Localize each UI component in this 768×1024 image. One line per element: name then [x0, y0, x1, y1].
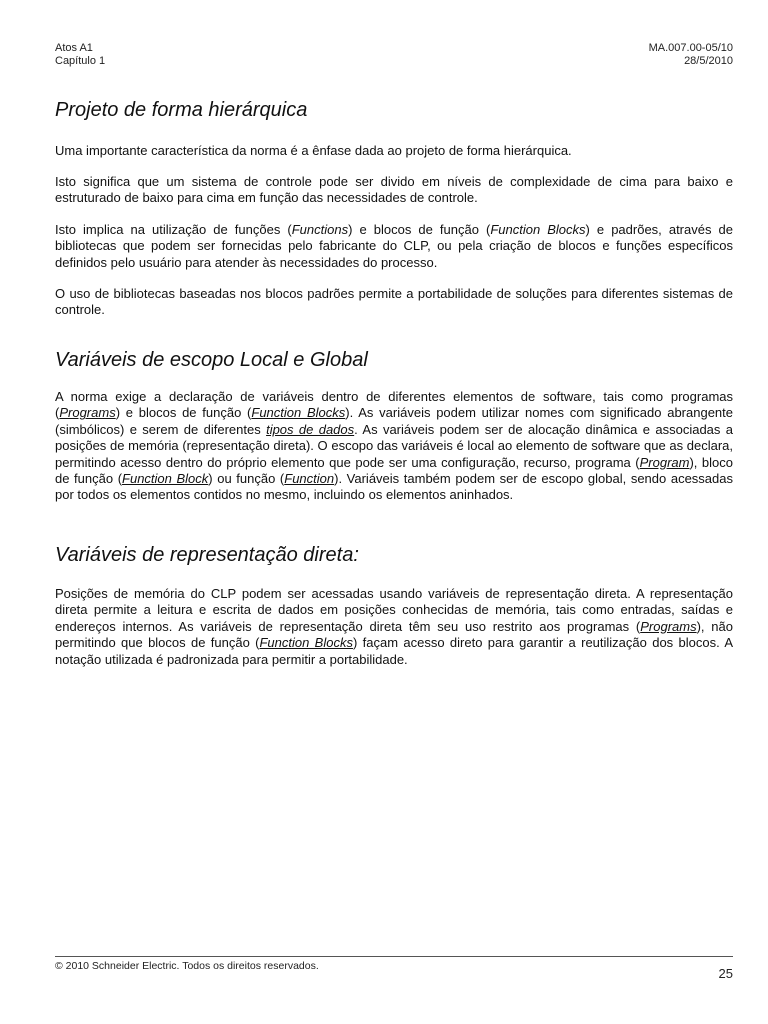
text-run: ). As variáveis podem utilizar nomes com significado abrangente (simbólicos) e serem de diferentes	[55, 405, 734, 437]
text-run: ), não permitindo que blocos de função (	[55, 618, 733, 651]
page-number: 25	[718, 966, 733, 981]
section-title-direct-representation: Variáveis de representação direta:	[55, 544, 359, 566]
footer-divider	[55, 956, 733, 957]
link-programs[interactable]: Programs	[640, 618, 697, 634]
section-title-variable-scope: Variáveis de escopo Local e Global	[55, 349, 368, 371]
paragraph: O uso de bibliotecas baseadas nos blocos padrões permite a portabilidade de soluções para diferentes sistemas de controle.	[55, 286, 733, 318]
text-run: ) e padrões, através de bibliotecas que podem ser fornecidas pelo fabricante do CLP, ou pela criação de blocos e funções específicos definidos pelo usuário para atender às necessidades do processo.	[55, 222, 733, 270]
header-right	[649, 42, 733, 68]
link-function-blocks[interactable]: Function Blocks	[251, 405, 346, 421]
chapter-label: Capítulo 1	[55, 55, 106, 67]
text-run: A norma exige a declaração de variáveis dentro de diferentes elementos de software, tais como programas (	[55, 389, 733, 421]
section-title-hierarchical-design: Projeto de forma hierárquica	[55, 99, 308, 121]
text-run: ) ou função (	[208, 471, 285, 487]
paragraph	[55, 586, 733, 668]
link-function-block[interactable]: Function Block	[122, 471, 209, 487]
link-function-blocks[interactable]: Function Blocks	[259, 635, 353, 651]
header-left	[55, 42, 105, 68]
italic-term: Functions	[291, 222, 349, 237]
text-run: Isto implica na utilização de funções (	[55, 222, 292, 237]
link-program[interactable]: Program	[639, 454, 690, 470]
document-name: Atos A1	[55, 42, 93, 54]
document-date: 28/5/2010	[684, 55, 733, 67]
paragraph: Isto significa que um sistema de controle pode ser divido em níveis de complexidade de cima para baixo e estruturado de baixo para cima em função das necessidades de controle.	[55, 174, 733, 206]
text-run: ), bloco de função (	[55, 454, 733, 487]
link-function[interactable]: Function	[284, 471, 335, 487]
footer-copyright: © 2010 Schneider Electric. Todos os direitos reservados.	[55, 960, 319, 972]
text-run: Posições de memória do CLP podem ser acessadas usando variáveis de representação direta. A representação direta permite a leitura e escrita de dados em posições conhecidas de memória, tais como entradas, saídas e endereços internos. As variáveis de representação direta têm seu uso restrito aos programas (	[55, 586, 733, 634]
text-run: ) façam acesso direto para garantir a reutilização dos blocos. A notação utilizada é padronizada para permitir a portabilidade.	[55, 635, 733, 667]
link-data-types[interactable]: tipos de dados	[266, 421, 355, 437]
document-code: MA.007.00-05/10	[648, 42, 733, 54]
text-run: ). Variáveis também podem ser de escopo global, sendo acessadas por todos os elementos contidos no mesmo, incluindo os elementos aninhados.	[55, 471, 733, 503]
paragraph	[55, 222, 733, 271]
text-run: ) e blocos de função (	[115, 405, 252, 421]
text-run: . As variáveis podem ser de alocação dinâmica e associadas a posições de memória (representação direta). O escopo das variáveis é local ao elemento de software que as declara, permitindo acesso dentro do próprio elemento que pode ser uma configuração, recurso, programa (	[55, 421, 733, 470]
link-programs[interactable]: Programs	[59, 405, 116, 421]
paragraph	[55, 389, 733, 504]
italic-term: Function Blocks	[490, 222, 586, 237]
text-run: ) e blocos de função (	[348, 222, 491, 237]
paragraph: Uma importante característica da norma é a ênfase dada ao projeto de forma hierárquica.	[55, 143, 572, 158]
